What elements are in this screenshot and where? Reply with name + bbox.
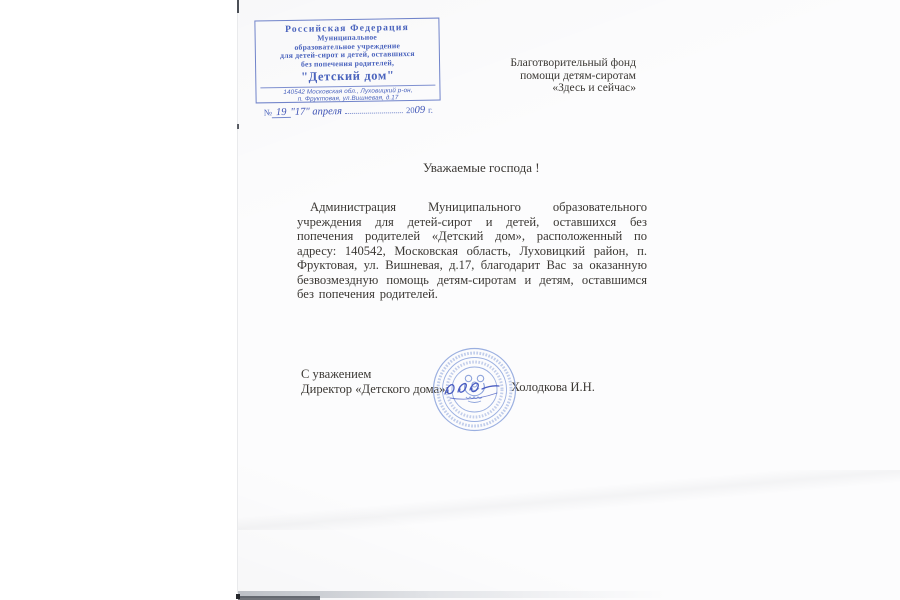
handwritten-signature-icon	[441, 377, 526, 405]
stamp-org-line: без попечения родителей,	[300, 57, 395, 69]
scan-artifact-left-edge	[237, 0, 239, 13]
greeting-text: Уважаемые господа !	[423, 160, 540, 175]
stamp-year-suffix: г.	[428, 105, 433, 116]
stamp-org-line: образовательное учреждение	[294, 40, 401, 52]
stamp-address-line: 140542 Московская обл., Луховицкий р-он,	[283, 86, 413, 97]
paper-crease	[238, 470, 900, 530]
stamp-address-line: п. Фруктовая, ул.Вишневая, д.17	[297, 94, 399, 103]
stamp-org-title: "Детский дом"	[300, 68, 395, 84]
letterhead-stamp	[254, 18, 440, 119]
stamp-dotted-line	[345, 106, 403, 115]
signature-name: Холодкова И.Н.	[511, 380, 595, 394]
addressee-line: «Здесь и сейчас»	[552, 81, 636, 94]
stamp-org-line: Муниципальное	[317, 32, 378, 43]
body-paragraph: Администрация Муниципального образовательного учреждения для детей-сирот и детей, оставшихся без попечения родителей «Детский дом», расположенный по адресу: 140542, Московская область, Луховицкий район, п. Фруктовая, ул. Вишневая, д.17, благодарит Вас за оказанную безвозмездную помощь детям-сиротам и детям, оставшимся без попечения родителей.	[297, 200, 647, 301]
stamp-year-handwritten: 09	[414, 105, 426, 117]
signature-position: Директор «Детского дома»:	[301, 381, 449, 396]
signature-block	[301, 367, 449, 397]
scan-artifact-corner-dot	[236, 594, 240, 599]
addressee-line: Благотворительный фонд	[510, 56, 636, 69]
addressee-line: помощи детям-сиротам	[520, 68, 636, 82]
stamp-date-handwritten: "17" апреля	[290, 106, 343, 119]
signature-closing: С уважением	[301, 367, 372, 381]
stamp-country-line: Российская Федерация	[284, 22, 410, 35]
scan-artifact-left-shadow	[237, 13, 238, 593]
scan-artifact-bottom-dark	[238, 596, 320, 600]
addressee-block	[510, 57, 636, 95]
stamp-number-handwritten: 19	[272, 109, 291, 118]
stamp-year-prefix: 20	[406, 105, 415, 116]
stamp-org-line: для детей-сирот и детей, оставшихся	[279, 48, 415, 61]
stamp-number-label: №	[263, 107, 273, 118]
